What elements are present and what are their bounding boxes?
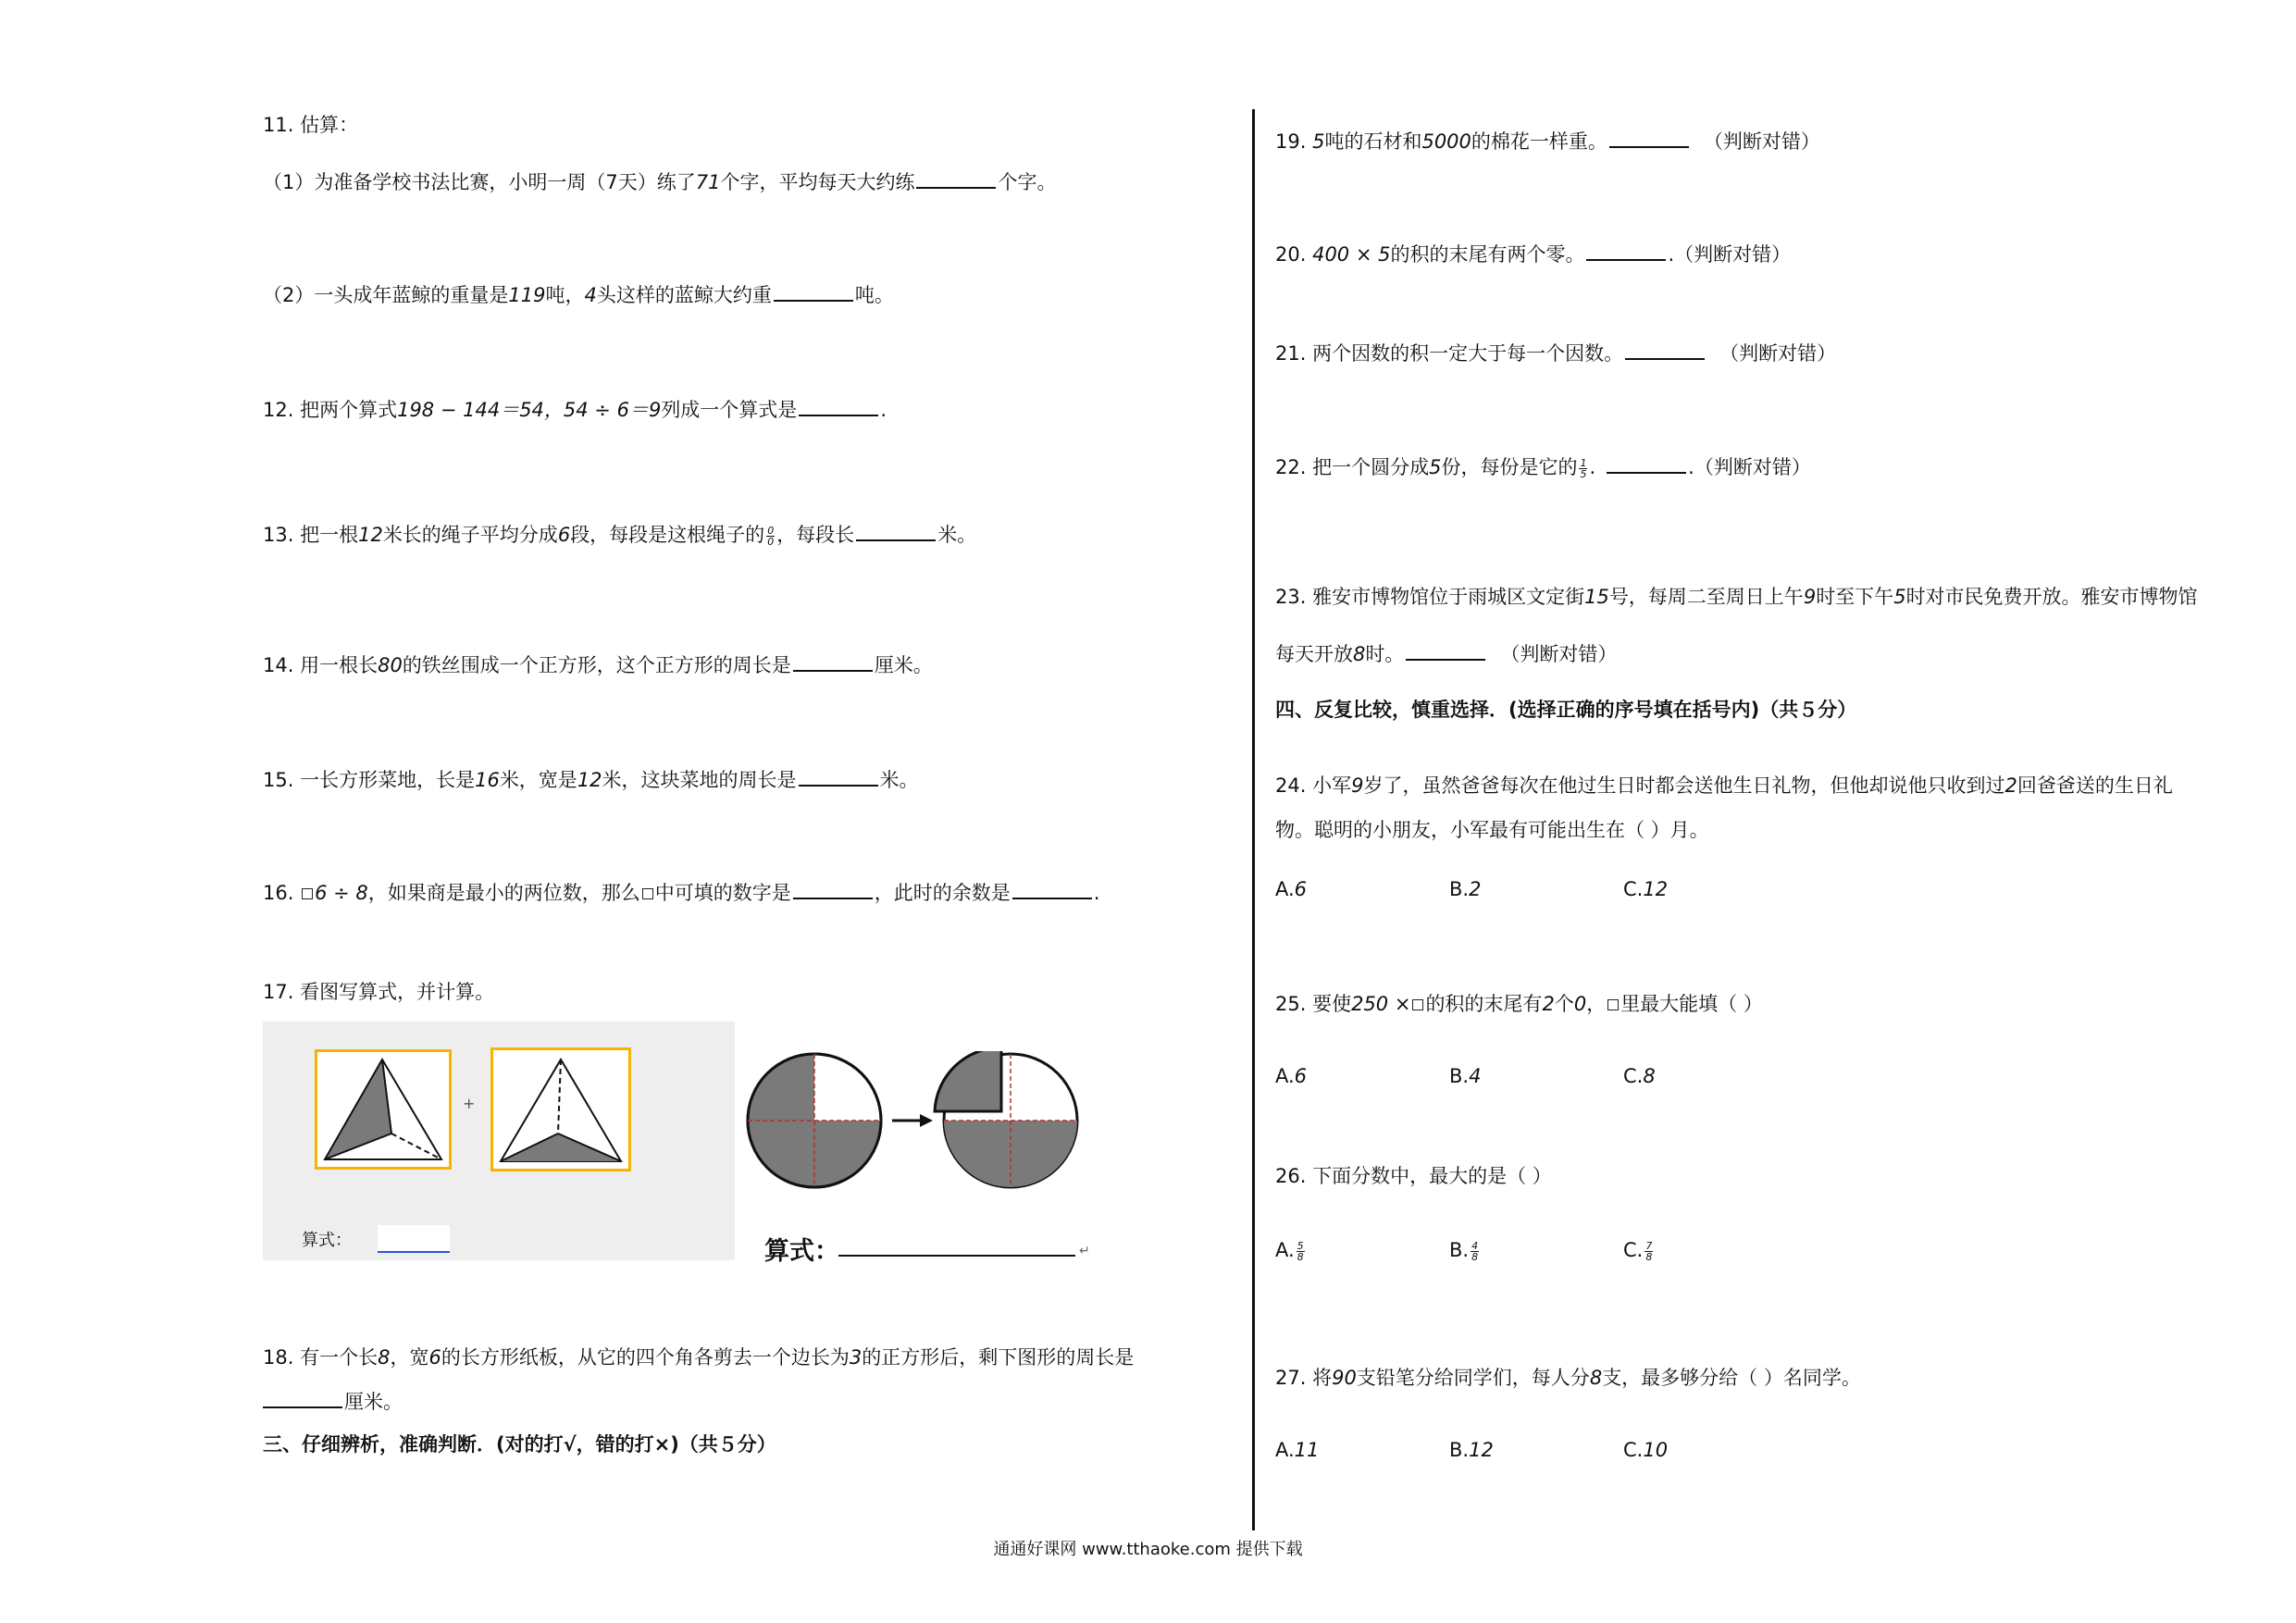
q12: 12. 把两个算式198 − 144＝54，54 ÷ 6＝9列成一个算式是 . <box>263 396 887 424</box>
answer-blank[interactable] <box>799 766 878 787</box>
fraction: $\frac{0}{0}$ <box>767 524 775 548</box>
q18-line2: 厘米。 <box>263 1388 403 1416</box>
q17-title: 17. 看图写算式，并计算。 <box>263 981 495 1003</box>
plus-sign: + <box>463 1095 476 1112</box>
answer-blank[interactable] <box>793 879 873 899</box>
page-footer: 通通好课网 www.tthaoke.com 提供下载 <box>993 1540 1303 1559</box>
column-divider <box>1252 109 1255 1530</box>
q11-part2: （2）一头成年蓝鲸的重量是119吨，4头这样的蓝鲸大约重 吨。 <box>263 281 894 309</box>
q11-title: 11. 估算： <box>263 114 359 136</box>
q16: 16. 6 ÷ 8，如果商是最小的两位数，那么 中可填的数字是 ，此时的余数是 . <box>263 879 1099 907</box>
circle-fractions-diagram <box>744 1051 1096 1190</box>
q27-option-c[interactable]: C.10 <box>1623 1439 1669 1461</box>
formula-label-small: 算式： <box>302 1231 352 1250</box>
triangle-figure-1 <box>315 1049 452 1170</box>
q14: 14. 用一根长80的铁丝围成一个正方形，这个正方形的周长是 厘米。 <box>263 651 933 679</box>
q23-line2: 每天开放8时。 （判断对错） <box>1275 640 1617 668</box>
q24-option-c[interactable]: C.12 <box>1623 878 1669 900</box>
answer-blank[interactable] <box>263 1388 342 1408</box>
answer-blank[interactable] <box>1607 453 1686 474</box>
section-3-heading: 三、仔细辨析，准确判断．(对的打√，错的打×)（共５分） <box>263 1433 776 1456</box>
q24-option-a[interactable]: A.6 <box>1275 878 1308 900</box>
answer-blank[interactable] <box>1012 879 1092 899</box>
triangle-1-icon <box>317 1052 449 1167</box>
answer-blank[interactable] <box>774 281 853 302</box>
section-4-heading: 四、反复比较，慎重选择．(选择正确的序号填在括号内)（共５分） <box>1275 699 1857 721</box>
q26: 26. 下面分数中，最大的是（ ） <box>1275 1165 1552 1187</box>
box-placeholder <box>302 888 313 899</box>
box-placeholder <box>1412 999 1423 1010</box>
q21: 21. 两个因数的积一定大于每一个因数。 （判断对错） <box>1275 340 1836 367</box>
q27-option-b[interactable]: B.12 <box>1449 1439 1494 1461</box>
triangle-figure-2 <box>490 1047 631 1171</box>
answer-blank[interactable] <box>793 651 873 672</box>
q15: 15. 一长方形菜地，长是16米，宽是12米，这块菜地的周长是 米。 <box>263 766 919 794</box>
answer-blank[interactable] <box>1625 340 1705 360</box>
answer-blank[interactable] <box>916 168 996 189</box>
q26-option-b[interactable]: B. $\frac{4}{8}$ <box>1449 1239 1479 1263</box>
fraction: $\frac{4}{8}$ <box>1471 1239 1479 1263</box>
q25-option-c[interactable]: C.8 <box>1623 1065 1656 1087</box>
triangle-2-icon <box>493 1050 628 1169</box>
formula-label-big: 算式： <box>764 1237 839 1266</box>
q11-part1: （1）为准备学校书法比赛，小明一周（7天）练了71个字，平均每天大约练 个字。 <box>263 168 1056 196</box>
q17-figure-panel <box>263 1022 735 1260</box>
box-placeholder <box>1607 999 1619 1010</box>
q22: 22. 把一个圆分成5份，每份是它的 $\frac{1}{5}$ . .（判断对错） <box>1275 453 1811 481</box>
fraction: $\frac{7}{8}$ <box>1645 1239 1653 1263</box>
return-mark-icon: ↵ <box>1079 1244 1090 1258</box>
q25: 25. 要使250 × 的积的末尾有2个0， 里最大能填（ ） <box>1275 993 1763 1015</box>
q23-line1: 23. 雅安市博物馆位于雨城区文定街15号，每周二至周日上午9时至下午5时对市民免费开放。雅安市博物馆 <box>1275 586 2198 608</box>
formula-line-big[interactable] <box>838 1255 1075 1257</box>
fraction: $\frac{1}{5}$ <box>1580 456 1587 480</box>
q13: 13. 把一根12米长的绳子平均分成6段，每段是这根绳子的 $\frac{0}{0}$ ，每段长 米。 <box>263 521 976 549</box>
q19: 19. 5吨的石材和5000的棉花一样重。 （判断对错） <box>1275 128 1820 155</box>
q27-option-a[interactable]: A.11 <box>1275 1439 1320 1461</box>
answer-blank[interactable] <box>1406 640 1485 661</box>
answer-blank[interactable] <box>1609 128 1689 148</box>
fraction: $\frac{5}{8}$ <box>1297 1239 1304 1263</box>
q25-option-b[interactable]: B.4 <box>1449 1065 1482 1087</box>
q26-option-c[interactable]: C. $\frac{7}{8}$ <box>1623 1239 1653 1263</box>
answer-blank[interactable] <box>856 521 936 541</box>
q27: 27. 将90支铅笔分给同学们，每人分8支，最多够分给（ ）名同学。 <box>1275 1367 1861 1389</box>
answer-blank[interactable] <box>799 396 878 416</box>
q18-line1: 18. 有一个长8，宽6的长方形纸板，从它的四个角各剪去一个边长为3的正方形后，剩下图形的周长是 <box>263 1346 1135 1369</box>
q25-option-a[interactable]: A.6 <box>1275 1065 1308 1087</box>
q24-line1: 24. 小军9岁了，虽然爸爸每次在他过生日时都会送他生日礼物，但他却说他只收到过2回爸爸送的生日礼 <box>1275 774 2173 797</box>
answer-blank[interactable] <box>1586 241 1666 261</box>
box-placeholder <box>642 888 653 899</box>
formula-input-small[interactable] <box>378 1225 450 1253</box>
q24-option-b[interactable]: B.2 <box>1449 878 1482 900</box>
q24-line2: 物。聪明的小朋友，小军最有可能出生在（ ）月。 <box>1275 819 1709 841</box>
q20: 20. 400 × 5的积的末尾有两个零。 .（判断对错） <box>1275 241 1791 268</box>
q26-option-a[interactable]: A. $\frac{5}{8}$ <box>1275 1239 1304 1263</box>
